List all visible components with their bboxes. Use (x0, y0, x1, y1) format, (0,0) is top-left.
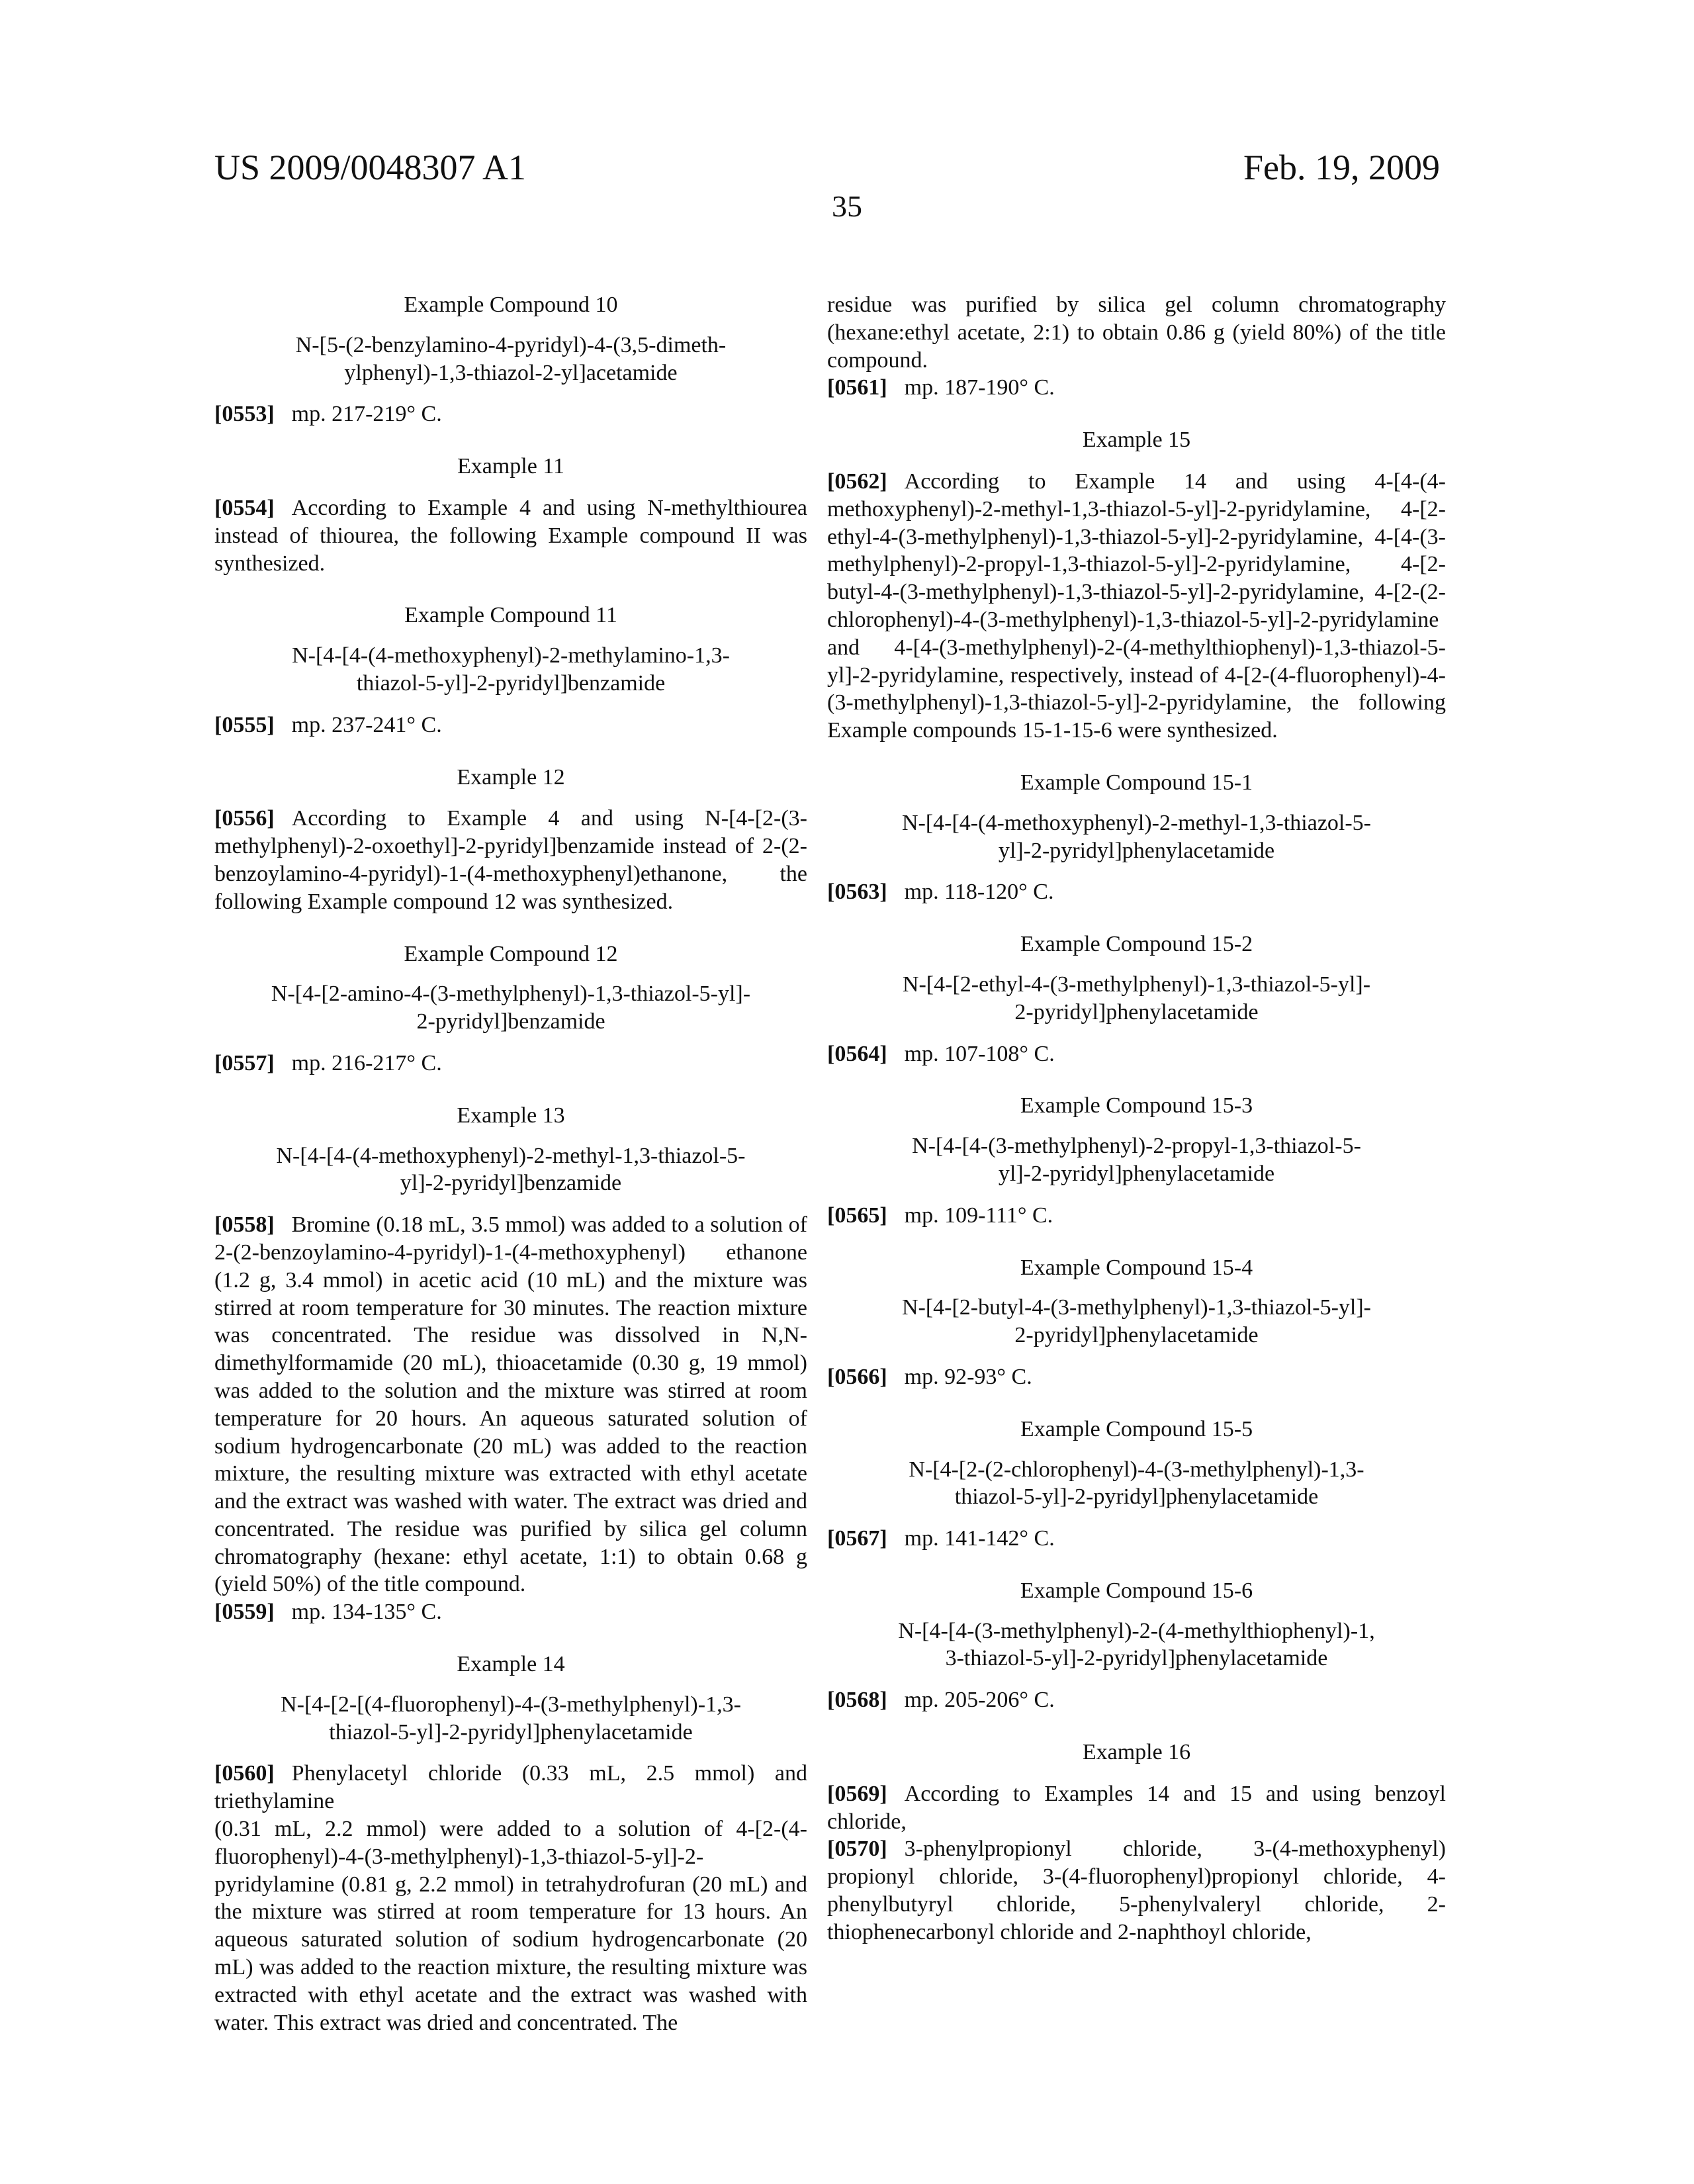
paragraph (827, 1202, 1446, 1230)
section-heading: Example Compound 15-4 (827, 1254, 1446, 1282)
compound-name-line: N-[4-[2-amino-4-(3-methylphenyl)-1,3-thiazol-5-yl]- (214, 980, 807, 1008)
paragraph-number: [0568] (827, 1688, 887, 1712)
paragraph (827, 1686, 1446, 1714)
section-heading: Example Compound 15-5 (827, 1416, 1446, 1443)
paragraph-text: mp. 216-217° C. (292, 1051, 442, 1075)
left-column (214, 291, 807, 2036)
paragraph-text: mp. 118-120° C. (905, 880, 1054, 904)
paragraph-text: mp. 134-135° C. (292, 1600, 442, 1624)
paragraph-number: [0569] (827, 1782, 887, 1806)
section-heading: Example 12 (214, 764, 807, 792)
compound-name-line: thiazol-5-yl]-2-pyridyl]phenylacetamide (827, 1483, 1446, 1511)
publication-number: US 2009/0048307 A1 (214, 147, 526, 188)
compound-name-line: 2-pyridyl]phenylacetamide (827, 999, 1446, 1026)
paragraph (827, 1040, 1446, 1068)
section-heading: Example Compound 15-1 (827, 769, 1446, 797)
paragraph-number: [0561] (827, 375, 887, 400)
paragraph-number: [0563] (827, 880, 887, 904)
section-heading: Example 13 (214, 1102, 807, 1130)
paragraph-text-continued: (0.31 mL, 2.2 mmol) were added to a solution of 4-[2-(4-fluorophenyl)-4-(3-methylphenyl)-1,3-thiazol-5-yl]-2-pyridylamine (0.81 g, 2.2 mmol) in tetrahydrofuran (20 mL) and the mixture was stirred at room temperature for 13 hours. An aqueous saturated solution of sodium hydrogencarbonate (20 mL) was added to the reaction mixture, the resulting mixture was extracted with ethyl acetate and the extract was washed with water. This extract was dried and concentrated. The (214, 1815, 807, 2036)
paragraph-number: [0564] (827, 1042, 887, 1066)
right-column (827, 291, 1446, 1946)
page-number: 35 (0, 189, 1694, 224)
paragraph (214, 494, 807, 577)
compound-name (214, 1142, 807, 1198)
section-heading: Example 14 (214, 1651, 807, 1678)
publication-date: Feb. 19, 2009 (1243, 147, 1440, 188)
compound-name-line: yl]-2-pyridyl]benzamide (214, 1169, 807, 1197)
paragraph (214, 1211, 807, 1598)
paragraph-text: mp. 237-241° C. (292, 713, 442, 737)
paragraph-text: mp. 107-108° C. (905, 1042, 1055, 1066)
paragraph (827, 1525, 1446, 1553)
paragraph-text: 3-phenylpropionyl chloride, 3-(4-methoxyphenyl) propionyl chloride, 3-(4-fluorophenyl)propionyl chloride, 4-phenylbutyryl chloride, 5-phenylvaleryl chloride, 2-thiophenecarbonyl chloride and 2-naphthoyl chloride, (827, 1837, 1446, 1944)
compound-name-line: N-[4-[2-ethyl-4-(3-methylphenyl)-1,3-thiazol-5-yl]- (827, 971, 1446, 999)
paragraph-text: mp. 187-190° C. (905, 375, 1055, 400)
compound-name-line: N-[4-[4-(3-methylphenyl)-2-(4-methylthiophenyl)-1, (827, 1617, 1446, 1645)
compound-name (827, 1294, 1446, 1349)
paragraph-number: [0558] (214, 1212, 275, 1237)
paragraph-continuation: residue was purified by silica gel column chromatography (hexane:ethyl acetate, 2:1) to obtain 0.86 g (yield 80%) of the title compound. (827, 291, 1446, 374)
compound-name-line: thiazol-5-yl]-2-pyridyl]benzamide (214, 670, 807, 698)
compound-name-line: 3-thiazol-5-yl]-2-pyridyl]phenylacetamide (827, 1645, 1446, 1672)
paragraph-number: [0554] (214, 496, 275, 520)
section-heading: Example Compound 10 (214, 291, 807, 319)
compound-name-line: N-[4-[2-[(4-fluorophenyl)-4-(3-methylphenyl)-1,3- (214, 1691, 807, 1719)
compound-name-line: N-[4-[4-(3-methylphenyl)-2-propyl-1,3-thiazol-5- (827, 1132, 1446, 1160)
compound-name (214, 1691, 807, 1747)
paragraph (827, 1780, 1446, 1836)
compound-name (827, 809, 1446, 865)
compound-name-line: yl]-2-pyridyl]phenylacetamide (827, 837, 1446, 865)
paragraph-text: Bromine (0.18 mL, 3.5 mmol) was added to a solution of 2-(2-benzoylamino-4-pyridyl)-1-(4-methoxyphenyl) ethanone (1.2 g, 3.4 mmol) in acetic acid (10 mL) and the mixture was stirred at room temperature for 30 minutes. The reaction mixture was concentrated. The residue was dissolved in N,N-dimethylformamide (20 mL), thioacetamide (0.30 g, 19 mmol) was added to the solution and the mixture was stirred at room temperature for 20 hours. An aqueous saturated solution of sodium hydrogencarbonate (20 mL) was added to the reaction mixture, the resulting mixture was extracted with ethyl acetate and the extract was washed with water. The extract was dried and concentrated. The residue was purified by silica gel column chromatography (hexane: ethyl acetate, 1:1) to obtain 0.68 g (yield 50%) of the title compound. (214, 1212, 807, 1596)
paragraph-number: [0566] (827, 1365, 887, 1389)
paragraph-number: [0553] (214, 402, 275, 426)
paragraph-number: [0570] (827, 1837, 887, 1861)
compound-name (214, 642, 807, 698)
paragraph-text: Phenylacetyl chloride (0.33 mL, 2.5 mmol) and triethylamine (214, 1761, 807, 1813)
compound-name (214, 332, 807, 387)
paragraph-text: mp. 205-206° C. (905, 1688, 1055, 1712)
section-heading: Example Compound 15-6 (827, 1577, 1446, 1605)
paragraph (827, 1835, 1446, 1946)
paragraph-number: [0562] (827, 469, 887, 494)
paragraph (827, 468, 1446, 745)
section-heading: Example Compound 11 (214, 602, 807, 629)
compound-name (827, 1617, 1446, 1673)
section-heading: Example Compound 12 (214, 940, 807, 968)
paragraph-number: [0565] (827, 1203, 887, 1228)
section-heading: Example Compound 15-2 (827, 931, 1446, 958)
paragraph (214, 1598, 807, 1626)
section-heading: Example 11 (214, 453, 807, 480)
compound-name (214, 980, 807, 1036)
section-heading: Example 15 (827, 426, 1446, 454)
compound-name-line: thiazol-5-yl]-2-pyridyl]phenylacetamide (214, 1719, 807, 1747)
paragraph-text: mp. 92-93° C. (905, 1365, 1032, 1389)
paragraph (214, 400, 807, 428)
paragraph (214, 711, 807, 739)
compound-name-line: 2-pyridyl]phenylacetamide (827, 1322, 1446, 1349)
paragraph-text: According to Example 4 and using N-[4-[2-(3-methylphenyl)-2-oxoethyl]-2-pyridyl]benzamide instead of 2-(2-benzoylamino-4-pyridyl)-1-(4-methoxyphenyl)ethanone, the following Example compound 12 was synthesized. (214, 806, 807, 913)
paragraph-text: mp. 217-219° C. (292, 402, 442, 426)
section-heading: Example 16 (827, 1739, 1446, 1766)
section-heading: Example Compound 15-3 (827, 1092, 1446, 1120)
compound-name-line: N-[4-[2-butyl-4-(3-methylphenyl)-1,3-thiazol-5-yl]- (827, 1294, 1446, 1322)
paragraph (214, 1760, 807, 2036)
paragraph (214, 1050, 807, 1077)
paragraph-text: According to Examples 14 and 15 and using benzoyl chloride, (827, 1782, 1446, 1834)
compound-name-line: N-[4-[4-(4-methoxyphenyl)-2-methylamino-1,3- (214, 642, 807, 670)
paragraph-number: [0560] (214, 1761, 275, 1786)
paragraph-number: [0557] (214, 1051, 275, 1075)
paragraph (827, 1363, 1446, 1391)
compound-name-line: ylphenyl)-1,3-thiazol-2-yl]acetamide (214, 359, 807, 387)
paragraph (827, 374, 1446, 402)
paragraph (214, 805, 807, 915)
compound-name-line: N-[4-[2-(2-chlorophenyl)-4-(3-methylphenyl)-1,3- (827, 1456, 1446, 1484)
paragraph-text: mp. 141-142° C. (905, 1526, 1055, 1551)
compound-name (827, 971, 1446, 1026)
compound-name-line: N-[5-(2-benzylamino-4-pyridyl)-4-(3,5-dimeth- (214, 332, 807, 359)
paragraph-number: [0559] (214, 1600, 275, 1624)
compound-name (827, 1456, 1446, 1512)
paragraph-text: According to Example 4 and using N-methylthiourea instead of thiourea, the following Example compound II was synthesized. (214, 496, 807, 576)
paragraph-text: mp. 109-111° C. (905, 1203, 1053, 1228)
compound-name (827, 1132, 1446, 1188)
paragraph (827, 878, 1446, 906)
paragraph-number: [0567] (827, 1526, 887, 1551)
compound-name-line: N-[4-[4-(4-methoxyphenyl)-2-methyl-1,3-thiazol-5- (827, 809, 1446, 837)
compound-name-line: N-[4-[4-(4-methoxyphenyl)-2-methyl-1,3-thiazol-5- (214, 1142, 807, 1170)
compound-name-line: 2-pyridyl]benzamide (214, 1008, 807, 1036)
compound-name-line: yl]-2-pyridyl]phenylacetamide (827, 1160, 1446, 1188)
paragraph-number: [0555] (214, 713, 275, 737)
paragraph-number: [0556] (214, 806, 275, 831)
paragraph-text: According to Example 14 and using 4-[4-(4-methoxyphenyl)-2-methyl-1,3-thiazol-5-yl]-2-pyridylamine, 4-[2-ethyl-4-(3-methylphenyl)-1,3-thiazol-5-yl]-2-pyridylamine, 4-[4-(3-methylphenyl)-2-propyl-1,3-thiazol-5-yl]-2-pyridylamine, 4-[2-butyl-4-(3-methylphenyl)-1,3-thiazol-5-yl]-2-pyridylamine, 4-[2-(2-chlorophenyl)-4-(3-methylphenyl)-1,3-thiazol-5-yl]-2-pyridylamine and 4-[4-(3-methylphenyl)-2-(4-methylthiophenyl)-1,3-thiazol-5-yl]-2-pyridylamine, respectively, instead of 4-[2-(4-fluorophenyl)-4-(3-methylphenyl)-1,3-thiazol-5-yl]-2-pyridylamine, the following Example compounds 15-1-15-6 were synthesized. (827, 469, 1446, 743)
